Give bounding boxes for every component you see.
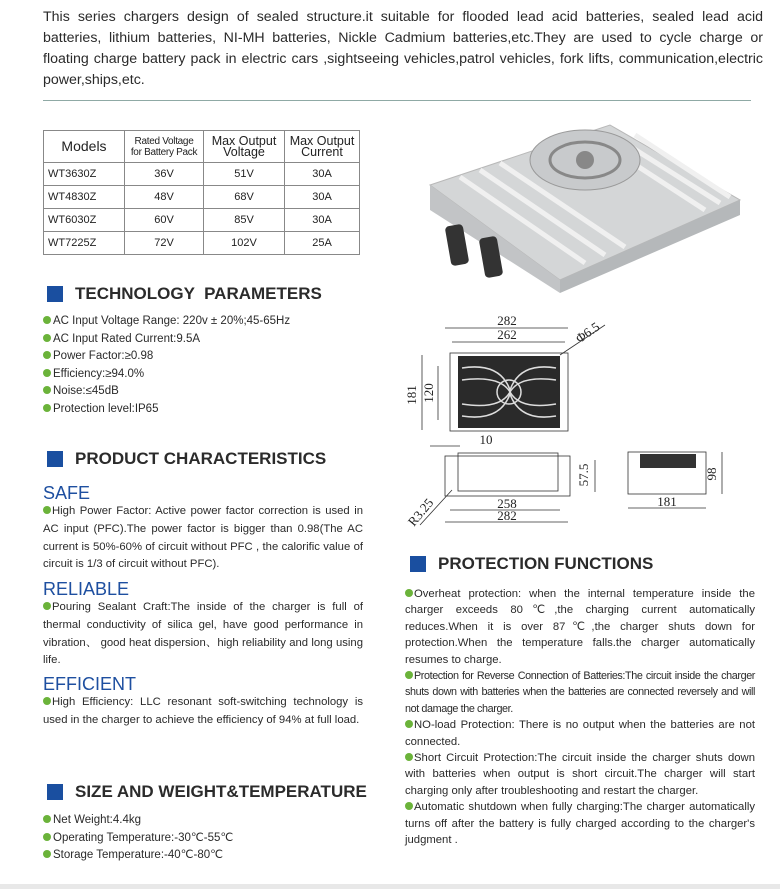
table-cell: 85V bbox=[204, 209, 285, 232]
protection-title: PROTECTION FUNCTIONS bbox=[438, 554, 654, 573]
protection-item bbox=[405, 750, 755, 799]
charger-photo bbox=[420, 115, 750, 295]
list-item bbox=[43, 401, 290, 419]
list-item-text: Operating Temperature:-30℃-55℃ bbox=[53, 831, 234, 844]
list-item-text: Net Weight:4.4kg bbox=[53, 814, 142, 826]
dim-282-bottom: 282 bbox=[497, 508, 517, 523]
heading-square-icon bbox=[47, 451, 63, 467]
list-item bbox=[43, 313, 290, 331]
bullet-icon bbox=[405, 589, 413, 597]
protection-heading bbox=[410, 554, 653, 574]
heading-square-icon bbox=[47, 784, 63, 800]
dim-radius: R3.25 bbox=[404, 495, 437, 529]
table-cell: 30A bbox=[285, 209, 360, 232]
protection-item-text: Short Circuit Protection:The circuit inside the charger shuts down with batteries when output is short circuit.The charger will start charging only after troubleshooting and restart the charger. bbox=[405, 752, 755, 797]
dim-282-top: 282 bbox=[497, 313, 517, 328]
table-header-row bbox=[44, 131, 360, 163]
tech-heading bbox=[47, 284, 322, 304]
table-cell: 30A bbox=[285, 163, 360, 186]
table-cell: 51V bbox=[204, 163, 285, 186]
list-item-text: Noise:≤45dB bbox=[53, 385, 119, 398]
safe-body: High Power Factor: Active power factor correction is used in AC input (PFC).The power factor is bigger than 0.98(The AC current is 50%-60% of circuit without PFC , the calorific value of circuit is 1/3 of circuit without PFC). bbox=[43, 505, 363, 571]
dim-hole: Φ6.5 bbox=[572, 318, 603, 346]
dim-98: 98 bbox=[704, 467, 719, 481]
table-row bbox=[44, 209, 360, 232]
list-item bbox=[43, 847, 233, 865]
dim-10: 10 bbox=[479, 432, 493, 447]
list-item bbox=[43, 812, 233, 830]
bullet-icon bbox=[405, 802, 413, 810]
protection-item-text: Automatic shutdown when fully charging:The charger automatically turns off after the battery is fully charged according to the charger's judgment . bbox=[405, 801, 755, 847]
list-item-text: Storage Temperature:-40℃-80℃ bbox=[53, 849, 224, 862]
table-cell: WT4830Z bbox=[44, 186, 125, 209]
table-cell: 68V bbox=[204, 186, 285, 209]
efficient-text bbox=[43, 694, 363, 730]
list-item-text: Protection level:IP65 bbox=[53, 402, 159, 415]
tech-list bbox=[43, 313, 290, 419]
bullet-icon bbox=[405, 720, 413, 728]
bullet-icon bbox=[405, 671, 413, 679]
reliable-title: RELIABLE bbox=[43, 579, 130, 599]
efficient-body: High Efficiency: LLC resonant soft-switching technology is used in the charger to achieve the efficiency of 94% at full load. bbox=[43, 696, 363, 726]
protection-item bbox=[405, 717, 755, 750]
list-item-text: Power Factor:≥0.98 bbox=[53, 350, 154, 363]
dim-57-5: 57.5 bbox=[576, 463, 591, 487]
protection-list bbox=[405, 586, 755, 849]
table-cell: WT3630Z bbox=[44, 163, 125, 186]
safe-text bbox=[43, 503, 363, 574]
dim-181-width: 181 bbox=[657, 494, 677, 509]
divider bbox=[43, 100, 751, 101]
dim-262: 262 bbox=[497, 327, 517, 342]
list-item bbox=[43, 830, 233, 848]
list-item bbox=[43, 366, 290, 384]
efficient-title: EFFICIENT bbox=[43, 674, 136, 694]
table-cell: 102V bbox=[204, 232, 285, 255]
table-cell: 48V bbox=[125, 186, 204, 209]
bullet-icon bbox=[43, 506, 51, 514]
list-item-text: Efficiency:≥94.0% bbox=[53, 367, 145, 380]
list-item-text: AC Input Rated Current:9.5A bbox=[53, 332, 201, 345]
bottom-bar bbox=[0, 884, 780, 889]
list-item-text: AC Input Voltage Range: 220v ± 20%;45-65Hz bbox=[53, 315, 291, 327]
protection-item bbox=[405, 586, 755, 668]
table-cell: 25A bbox=[285, 232, 360, 255]
col-rated-voltage: Rated Voltage for Battery Pack bbox=[125, 131, 204, 163]
reliable-body: Pouring Sealant Craft:The inside of the charger is full of thermal conductivity of silica gel, have good performance in vibration、 good heat dispersion、high reliability and long using life. bbox=[43, 601, 363, 667]
heading-square-icon bbox=[47, 286, 63, 302]
reliable-text bbox=[43, 599, 363, 670]
table-row bbox=[44, 232, 360, 255]
col-max-current: Max Output Current bbox=[285, 131, 360, 163]
table-cell: 30A bbox=[285, 186, 360, 209]
col-max-voltage: Max Output Voltage bbox=[204, 131, 285, 163]
table-cell: 36V bbox=[125, 163, 204, 186]
protection-item-text: NO-load Protection: There is no output when the batteries are not connected. bbox=[405, 719, 755, 748]
dimension-drawings bbox=[400, 300, 750, 540]
list-item bbox=[43, 383, 290, 401]
table-cell: WT6030Z bbox=[44, 209, 125, 232]
bullet-icon bbox=[405, 753, 413, 761]
table-cell: 72V bbox=[125, 232, 204, 255]
dim-120: 120 bbox=[421, 383, 436, 403]
product-heading bbox=[47, 449, 326, 469]
protection-item bbox=[405, 799, 755, 848]
tech-title: TECHNOLOGY PARAMETERS bbox=[75, 284, 322, 303]
col-models: Models bbox=[44, 131, 125, 163]
dim-258: 258 bbox=[497, 496, 517, 511]
product-title: PRODUCT CHARACTERISTICS bbox=[75, 449, 327, 468]
safe-title: SAFE bbox=[43, 483, 91, 503]
dim-181-height: 181 bbox=[404, 385, 419, 405]
table-cell: WT7225Z bbox=[44, 232, 125, 255]
size-list bbox=[43, 812, 233, 865]
table-cell: 60V bbox=[125, 209, 204, 232]
size-title: SIZE AND WEIGHT&TEMPERATURE bbox=[75, 782, 367, 801]
bullet-icon bbox=[43, 602, 51, 610]
protection-item-text: Protection for Reverse Connection of Batteries:The circuit inside the charger shuts down with batteries when the batteries are connected reversely and will not damage the charger. bbox=[405, 670, 755, 715]
size-heading bbox=[47, 782, 367, 802]
intro-paragraph: This series chargers design of sealed structure.it suitable for flooded lead acid batteries, sealed lead acid batteries, lithium batteries, NI-MH batteries, Nickle Cadmium batteries,etc.They are used to cycle charge or floating charge battery pack in electric cars ,sightseeing vehicles,patrol vehicles, fork lifts, communication,electric power,ships,etc. bbox=[43, 9, 763, 88]
table-row bbox=[44, 163, 360, 186]
models-table bbox=[43, 130, 360, 255]
list-item bbox=[43, 331, 290, 349]
protection-item bbox=[405, 668, 755, 717]
list-item bbox=[43, 348, 290, 366]
heading-square-icon bbox=[410, 556, 426, 572]
table-row bbox=[44, 186, 360, 209]
bullet-icon bbox=[43, 697, 51, 705]
protection-item-text: Overheat protection: when the internal temperature inside the charger exceeds 80℃,the charging current automatically reduces.When it is over 87℃,the charger shuts down for protection.When the temperature falls.the charger automatically resumes to charge. bbox=[405, 588, 755, 666]
